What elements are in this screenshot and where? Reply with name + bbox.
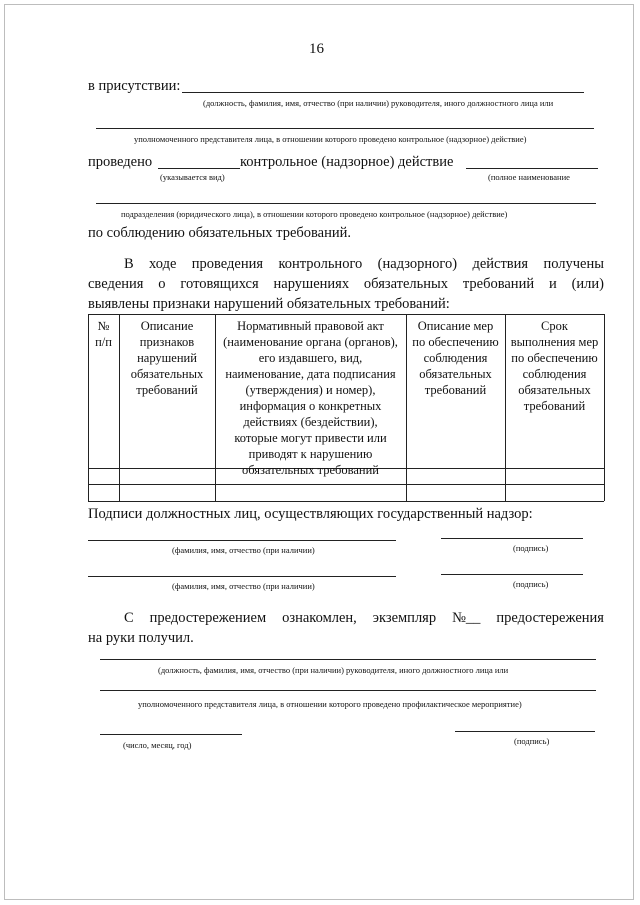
signature-sign-caption-2: (подпись) (513, 579, 549, 589)
presence-line-2 (96, 128, 594, 129)
signature-fio-line-1 (88, 540, 396, 541)
ack-line-1: С предостережением ознакомлен, экземпляр №__ предостережения (124, 610, 604, 626)
conducted-name-caption: (полное наименование (488, 172, 570, 182)
signature-fio-line-2 (88, 576, 396, 577)
signature-sign-line-1 (441, 538, 583, 539)
table-header-legal-act: Нормативный правовой акт (наименование органа (органов), его издавшего, вид, наименование, дата подписания (утверждения) и номер), информация о конкретных действиях (бездействии), которые могут привести или приводят к нарушению обязательных требований (223, 319, 398, 477)
ack-date-line (100, 734, 242, 735)
ack-person-line (100, 659, 596, 660)
conducted-division-caption: подразделения (юридического лица), в отношении которого проведено контрольное (надзорное) действие) (121, 209, 508, 219)
conducted-label: проведено (88, 154, 153, 170)
ack-sign-caption: (подпись) (514, 736, 550, 746)
conducted-division-line (96, 203, 596, 204)
paragraph-line-2: сведения о готовящихся нарушениях обязательных требований и (или) (88, 276, 604, 292)
conducted-middle-text: контрольное (надзорное) действие (240, 154, 454, 170)
ack-date-caption: (число, месяц, год) (123, 740, 192, 750)
signature-fio-caption-2: (фамилия, имя, отчество (при наличии) (172, 581, 315, 591)
signature-sign-caption-1: (подпись) (513, 543, 549, 553)
presence-line (182, 92, 584, 93)
table-header-number: № п/п (95, 319, 112, 349)
signature-fio-caption-1: (фамилия, имя, отчество (при наличии) (172, 545, 315, 555)
ack-person-line-2 (100, 690, 596, 691)
compliance-text: по соблюдению обязательных требований. (88, 225, 352, 241)
signature-sign-line-2 (441, 574, 583, 575)
ack-caption-2: уполномоченного представителя лица, в отношении которого проведено профилактическое мероприятие) (138, 699, 522, 709)
table-header-deadline: Срок выполнения мер по обеспечению соблюдения обязательных требований (510, 319, 599, 413)
ack-caption-1: (должность, фамилия, имя, отчество (при наличии) руководителя, иного должностного лица или (158, 665, 509, 675)
conducted-type-caption: (указывается вид) (160, 172, 225, 182)
presence-caption-2: уполномоченного представителя лица, в отношении которого проведено контрольное (надзорное) действие) (134, 134, 527, 144)
conducted-name-line (466, 168, 598, 169)
signatures-title: Подписи должностных лиц, осуществляющих государственный надзор: (88, 506, 533, 522)
page-number: 16 (309, 41, 324, 57)
presence-caption-1: (должность, фамилия, имя, отчество (при наличии) руководителя, иного должностного лица или (203, 98, 554, 108)
presence-label: в присутствии: (88, 78, 181, 94)
table-header-description: Описание признаков нарушений обязательных требований (130, 319, 204, 397)
ack-sign-line (455, 731, 595, 732)
paragraph-line-3: выявлены признаки нарушений обязательных требований: (88, 296, 450, 312)
table-header-measures: Описание мер по обеспечению соблюдения обязательных требований (412, 319, 499, 397)
paragraph-line-1: В ходе проведения контрольного (надзорного) действия получены (124, 256, 604, 272)
ack-line-2: на руки получил. (88, 630, 194, 646)
conducted-type-line (158, 168, 240, 169)
